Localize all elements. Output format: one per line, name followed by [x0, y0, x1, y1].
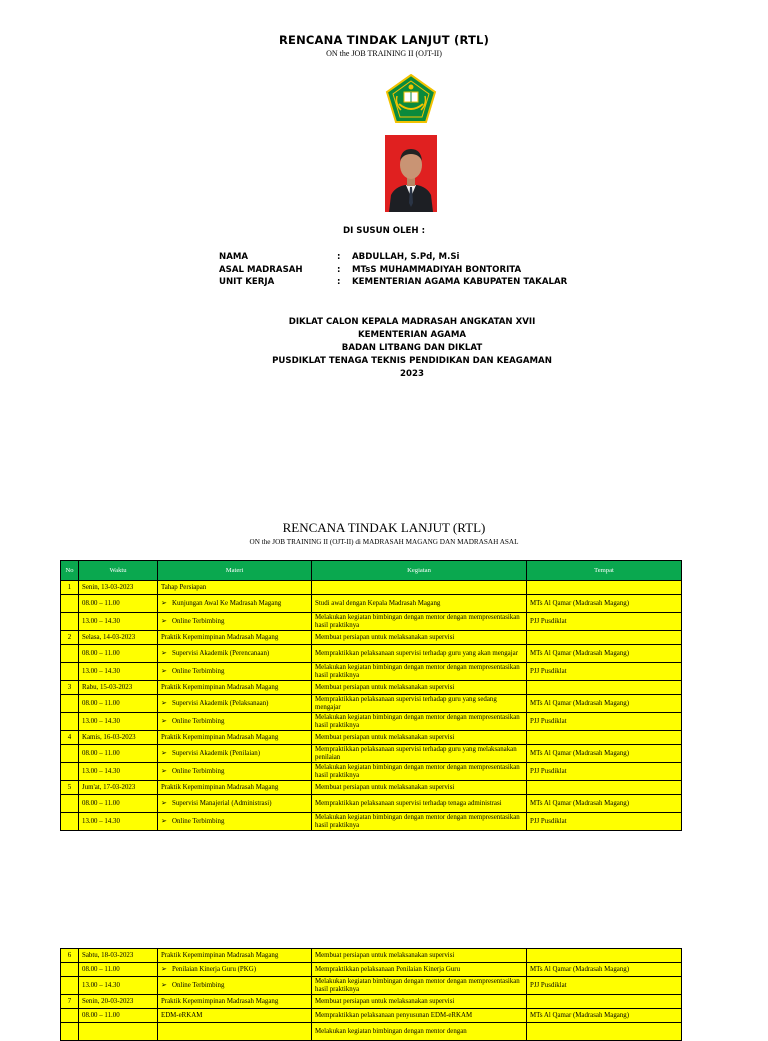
cell-waktu: 13.00 – 14.30	[79, 713, 158, 731]
cell-materi	[158, 681, 312, 695]
cell-tempat	[527, 731, 682, 745]
cell-waktu	[79, 1023, 158, 1041]
cell-tempat: PJJ Pusdiklat	[527, 713, 682, 731]
cell-waktu: Jum'at, 17-03-2023	[79, 781, 158, 795]
cell-tempat: MTs Al Qamar (Madrasah Magang)	[527, 645, 682, 663]
table-row	[61, 763, 682, 781]
materi-text: Online Terbimbing	[172, 717, 225, 725]
institution-line: 2023	[400, 369, 424, 379]
kemenag-emblem-icon	[385, 74, 437, 124]
cell-kegiatan: Membuat persiapan untuk melaksanakan supervisi	[312, 949, 527, 963]
table-row	[61, 963, 682, 977]
arrow-bullet-icon: ➢	[161, 599, 167, 607]
cell-kegiatan: Membuat persiapan untuk melaksanakan supervisi	[312, 731, 527, 745]
table-row	[61, 781, 682, 795]
cell-waktu: 13.00 – 14.30	[79, 813, 158, 831]
institution-line: BADAN LITBANG DAN DIKLAT	[341, 343, 483, 353]
table-row	[61, 681, 682, 695]
cell-materi	[158, 963, 312, 977]
cell-kegiatan: Membuat persiapan untuk melaksanakan supervisi	[312, 631, 527, 645]
cell-no	[61, 1023, 79, 1041]
cell-materi	[158, 763, 312, 781]
cell-waktu: Kamis, 16-03-2023	[79, 731, 158, 745]
cell-waktu: Sabtu, 18-03-2023	[79, 949, 158, 963]
cell-materi	[158, 795, 312, 813]
cell-no	[61, 613, 79, 631]
cell-kegiatan: Studi awal dengan Kepala Madrasah Magang	[312, 595, 527, 613]
cell-tempat: MTs Al Qamar (Madrasah Magang)	[527, 1009, 682, 1023]
cell-waktu: 13.00 – 14.30	[79, 613, 158, 631]
cell-no	[61, 977, 79, 995]
schedule-table-continued	[60, 948, 682, 1041]
cell-materi	[158, 713, 312, 731]
cell-waktu: 13.00 – 14.30	[79, 977, 158, 995]
materi-text: Online Terbimbing	[172, 817, 225, 825]
cell-waktu: 08.00 – 11.00	[79, 963, 158, 977]
cell-no	[61, 713, 79, 731]
arrow-bullet-icon: ➢	[161, 799, 167, 807]
table-row	[61, 731, 682, 745]
cell-waktu: Selasa, 14-03-2023	[79, 631, 158, 645]
cell-materi	[158, 595, 312, 613]
cell-no	[61, 1009, 79, 1023]
cell-tempat	[527, 995, 682, 1009]
info-value: ABDULLAH, S.Pd, M.Si	[352, 252, 460, 262]
cell-materi	[158, 613, 312, 631]
arrow-bullet-icon: ➢	[161, 617, 167, 625]
info-row-unit	[219, 277, 639, 289]
cell-tempat	[527, 581, 682, 595]
cell-materi	[158, 745, 312, 763]
cell-no	[61, 645, 79, 663]
materi-text: Praktik Kepemimpinan Madrasah Magang	[161, 633, 279, 641]
cell-waktu: Rabu, 15-03-2023	[79, 681, 158, 695]
cell-tempat: PJJ Pusdiklat	[527, 977, 682, 995]
cell-tempat: PJJ Pusdiklat	[527, 763, 682, 781]
institution-line: DIKLAT CALON KEPALA MADRASAH ANGKATAN XVII	[288, 317, 536, 327]
materi-text: Supervisi Akademik (Perencanaan)	[172, 649, 270, 657]
cell-waktu: 08.00 – 11.00	[79, 595, 158, 613]
cell-tempat	[527, 949, 682, 963]
cell-materi	[158, 813, 312, 831]
materi-text: Online Terbimbing	[172, 767, 225, 775]
arrow-bullet-icon: ➢	[161, 699, 167, 707]
cell-kegiatan: Melakukan kegiatan bimbingan dengan mentor dengan	[312, 1023, 527, 1041]
materi-text: Tahap Persiapan	[161, 583, 207, 591]
column-header: Tempat	[527, 561, 682, 581]
arrow-bullet-icon: ➢	[161, 667, 167, 675]
cell-tempat: MTs Al Qamar (Madrasah Magang)	[527, 963, 682, 977]
info-label: NAMA	[219, 252, 249, 262]
cell-tempat	[527, 781, 682, 795]
schedule-title: RENCANA TINDAK LANJUT (RTL)	[282, 520, 486, 535]
table-row	[61, 645, 682, 663]
cell-materi	[158, 731, 312, 745]
table-row	[61, 581, 682, 595]
cell-kegiatan: Mempraktikkan pelaksanaan Penilaian Kinerja Guru	[312, 963, 527, 977]
table-row	[61, 949, 682, 963]
cell-kegiatan: Melakukan kegiatan bimbingan dengan mentor dengan mempresentasikan hasil praktiknya	[312, 977, 527, 995]
cell-materi	[158, 631, 312, 645]
table-row	[61, 663, 682, 681]
cell-no: 3	[61, 681, 79, 695]
cell-tempat: MTs Al Qamar (Madrasah Magang)	[527, 595, 682, 613]
schedule-subtitle: ON the JOB TRAINING II (OJT-II) di MADRASAH MAGANG DAN MADRASAH ASAL	[249, 538, 519, 546]
institution-line: PUSDIKLAT TENAGA TEKNIS PENDIDIKAN DAN KEAGAMAN	[272, 356, 552, 366]
table-header-row	[61, 561, 682, 581]
materi-text: Supervisi Manajerial (Administrasi)	[172, 799, 272, 807]
cell-waktu: 08.00 – 11.00	[79, 645, 158, 663]
prepared-by-label: DI SUSUN OLEH :	[342, 226, 426, 236]
cell-materi	[158, 781, 312, 795]
table-row	[61, 813, 682, 831]
cell-tempat	[527, 631, 682, 645]
cell-materi	[158, 581, 312, 595]
table-row	[61, 613, 682, 631]
materi-text: EDM-eRKAM	[161, 1011, 203, 1019]
cell-kegiatan: Mempraktikkan pelaksanaan supervisi terhadap guru yang akan mengajar	[312, 645, 527, 663]
cell-tempat: PJJ Pusdiklat	[527, 813, 682, 831]
table-row	[61, 631, 682, 645]
cell-no	[61, 813, 79, 831]
cell-kegiatan: Mempraktikkan pelaksanaan supervisi terhadap guru yang melaksanakan penilaian	[312, 745, 527, 763]
cell-materi	[158, 695, 312, 713]
cell-no	[61, 595, 79, 613]
arrow-bullet-icon: ➢	[161, 649, 167, 657]
cell-waktu: Senin, 13-03-2023	[79, 581, 158, 595]
column-header: Waktu	[79, 561, 158, 581]
cell-materi	[158, 949, 312, 963]
cell-tempat: PJJ Pusdiklat	[527, 613, 682, 631]
arrow-bullet-icon: ➢	[161, 965, 167, 973]
cell-kegiatan: Melakukan kegiatan bimbingan dengan mentor dengan mempresentasikan hasil praktiknya	[312, 613, 527, 631]
cell-no: 4	[61, 731, 79, 745]
column-header: No	[61, 561, 79, 581]
cell-kegiatan: Mempraktikkan pelaksanaan supervisi terhadap guru yang sedang mengajar	[312, 695, 527, 713]
cell-waktu: Senin, 20-03-2023	[79, 995, 158, 1009]
cell-no: 6	[61, 949, 79, 963]
cell-materi	[158, 995, 312, 1009]
cell-materi	[158, 645, 312, 663]
table-row	[61, 595, 682, 613]
materi-text: Supervisi Akademik (Pelaksanaan)	[172, 699, 269, 707]
cell-materi	[158, 663, 312, 681]
table-row	[61, 795, 682, 813]
column-header: Materi	[158, 561, 312, 581]
materi-text: Praktik Kepemimpinan Madrasah Magang	[161, 951, 279, 959]
cell-kegiatan: Membuat persiapan untuk melaksanakan supervisi	[312, 995, 527, 1009]
cover-title: RENCANA TINDAK LANJUT (RTL)	[278, 33, 490, 47]
cell-no	[61, 663, 79, 681]
cell-kegiatan: Melakukan kegiatan bimbingan dengan mentor dengan mempresentasikan hasil praktiknya	[312, 713, 527, 731]
info-row-name	[219, 252, 639, 264]
cell-no	[61, 763, 79, 781]
info-value: MTsS MUHAMMADIYAH BONTORITA	[352, 265, 522, 275]
cell-kegiatan: Mempraktikkan pelaksanaan penyusunan EDM-eRKAM	[312, 1009, 527, 1023]
cell-kegiatan	[312, 581, 527, 595]
cell-waktu: 08.00 – 11.00	[79, 795, 158, 813]
table-row	[61, 695, 682, 713]
cell-materi	[158, 1023, 312, 1041]
cell-no: 1	[61, 581, 79, 595]
cell-no	[61, 695, 79, 713]
cell-kegiatan: Melakukan kegiatan bimbingan dengan mentor dengan mempresentasikan hasil praktiknya	[312, 663, 527, 681]
cell-waktu: 08.00 – 11.00	[79, 1009, 158, 1023]
info-value: KEMENTERIAN AGAMA KABUPATEN TAKALAR	[352, 277, 568, 287]
arrow-bullet-icon: ➢	[161, 981, 167, 989]
materi-text: Praktik Kepemimpinan Madrasah Magang	[161, 783, 279, 791]
cell-tempat: MTs Al Qamar (Madrasah Magang)	[527, 795, 682, 813]
arrow-bullet-icon: ➢	[161, 749, 167, 757]
cell-no	[61, 963, 79, 977]
cell-no	[61, 745, 79, 763]
info-label: UNIT KERJA	[219, 277, 275, 287]
arrow-bullet-icon: ➢	[161, 817, 167, 825]
institution-line: KEMENTERIAN AGAMA	[357, 330, 467, 340]
materi-text: Praktik Kepemimpinan Madrasah Magang	[161, 733, 279, 741]
institution-block	[0, 316, 768, 381]
materi-text: Supervisi Akademik (Penilaian)	[172, 749, 261, 757]
cell-tempat: PJJ Pusdiklat	[527, 663, 682, 681]
cell-tempat	[527, 681, 682, 695]
cell-kegiatan: Mempraktikkan pelaksanaan supervisi terhadap tenaga administrasi	[312, 795, 527, 813]
cover-subtitle: ON the JOB TRAINING II (OJT-II)	[326, 49, 442, 58]
cell-no	[61, 795, 79, 813]
person-portrait	[385, 135, 437, 212]
info-separator: :	[337, 252, 341, 262]
info-separator: :	[337, 277, 341, 287]
cell-materi	[158, 977, 312, 995]
materi-text: Praktik Kepemimpinan Madrasah Magang	[161, 683, 279, 691]
table-row	[61, 1023, 682, 1041]
materi-text: Online Terbimbing	[172, 981, 225, 989]
table-row	[61, 995, 682, 1009]
schedule-table	[60, 560, 682, 831]
materi-text: Kunjungan Awal Ke Madrasah Magang	[172, 599, 282, 607]
arrow-bullet-icon: ➢	[161, 767, 167, 775]
cell-kegiatan: Melakukan kegiatan bimbingan dengan mentor dengan mempresentasikan hasil praktiknya	[312, 763, 527, 781]
cell-materi	[158, 1009, 312, 1023]
cell-waktu: 13.00 – 14.30	[79, 663, 158, 681]
cell-no: 2	[61, 631, 79, 645]
cell-no: 7	[61, 995, 79, 1009]
table-row	[61, 745, 682, 763]
table-row	[61, 977, 682, 995]
cell-kegiatan: Membuat persiapan untuk melaksanakan supervisi	[312, 781, 527, 795]
cell-waktu: 08.00 – 11.00	[79, 745, 158, 763]
materi-text: Online Terbimbing	[172, 617, 225, 625]
materi-text: Online Terbimbing	[172, 667, 225, 675]
table-row	[61, 713, 682, 731]
cell-waktu: 08.00 – 11.00	[79, 695, 158, 713]
materi-text: Praktik Kepemimpinan Madrasah Magang	[161, 997, 279, 1005]
table-row	[61, 1009, 682, 1023]
cell-no: 5	[61, 781, 79, 795]
cell-waktu: 13.00 – 14.30	[79, 763, 158, 781]
cell-kegiatan: Membuat persiapan untuk melaksanakan supervisi	[312, 681, 527, 695]
info-separator: :	[337, 265, 341, 275]
cell-tempat	[527, 1023, 682, 1041]
info-label: ASAL MADRASAH	[219, 265, 303, 275]
column-header: Kegiatan	[312, 561, 527, 581]
cell-tempat: MTs Al Qamar (Madrasah Magang)	[527, 695, 682, 713]
arrow-bullet-icon: ➢	[161, 717, 167, 725]
materi-text: Penilaian Kinerja Guru (PKG)	[172, 965, 257, 973]
cell-kegiatan: Melakukan kegiatan bimbingan dengan mentor dengan mempresentasikan hasil praktiknya	[312, 813, 527, 831]
info-row-madrasah	[219, 265, 639, 277]
cell-tempat: MTs Al Qamar (Madrasah Magang)	[527, 745, 682, 763]
